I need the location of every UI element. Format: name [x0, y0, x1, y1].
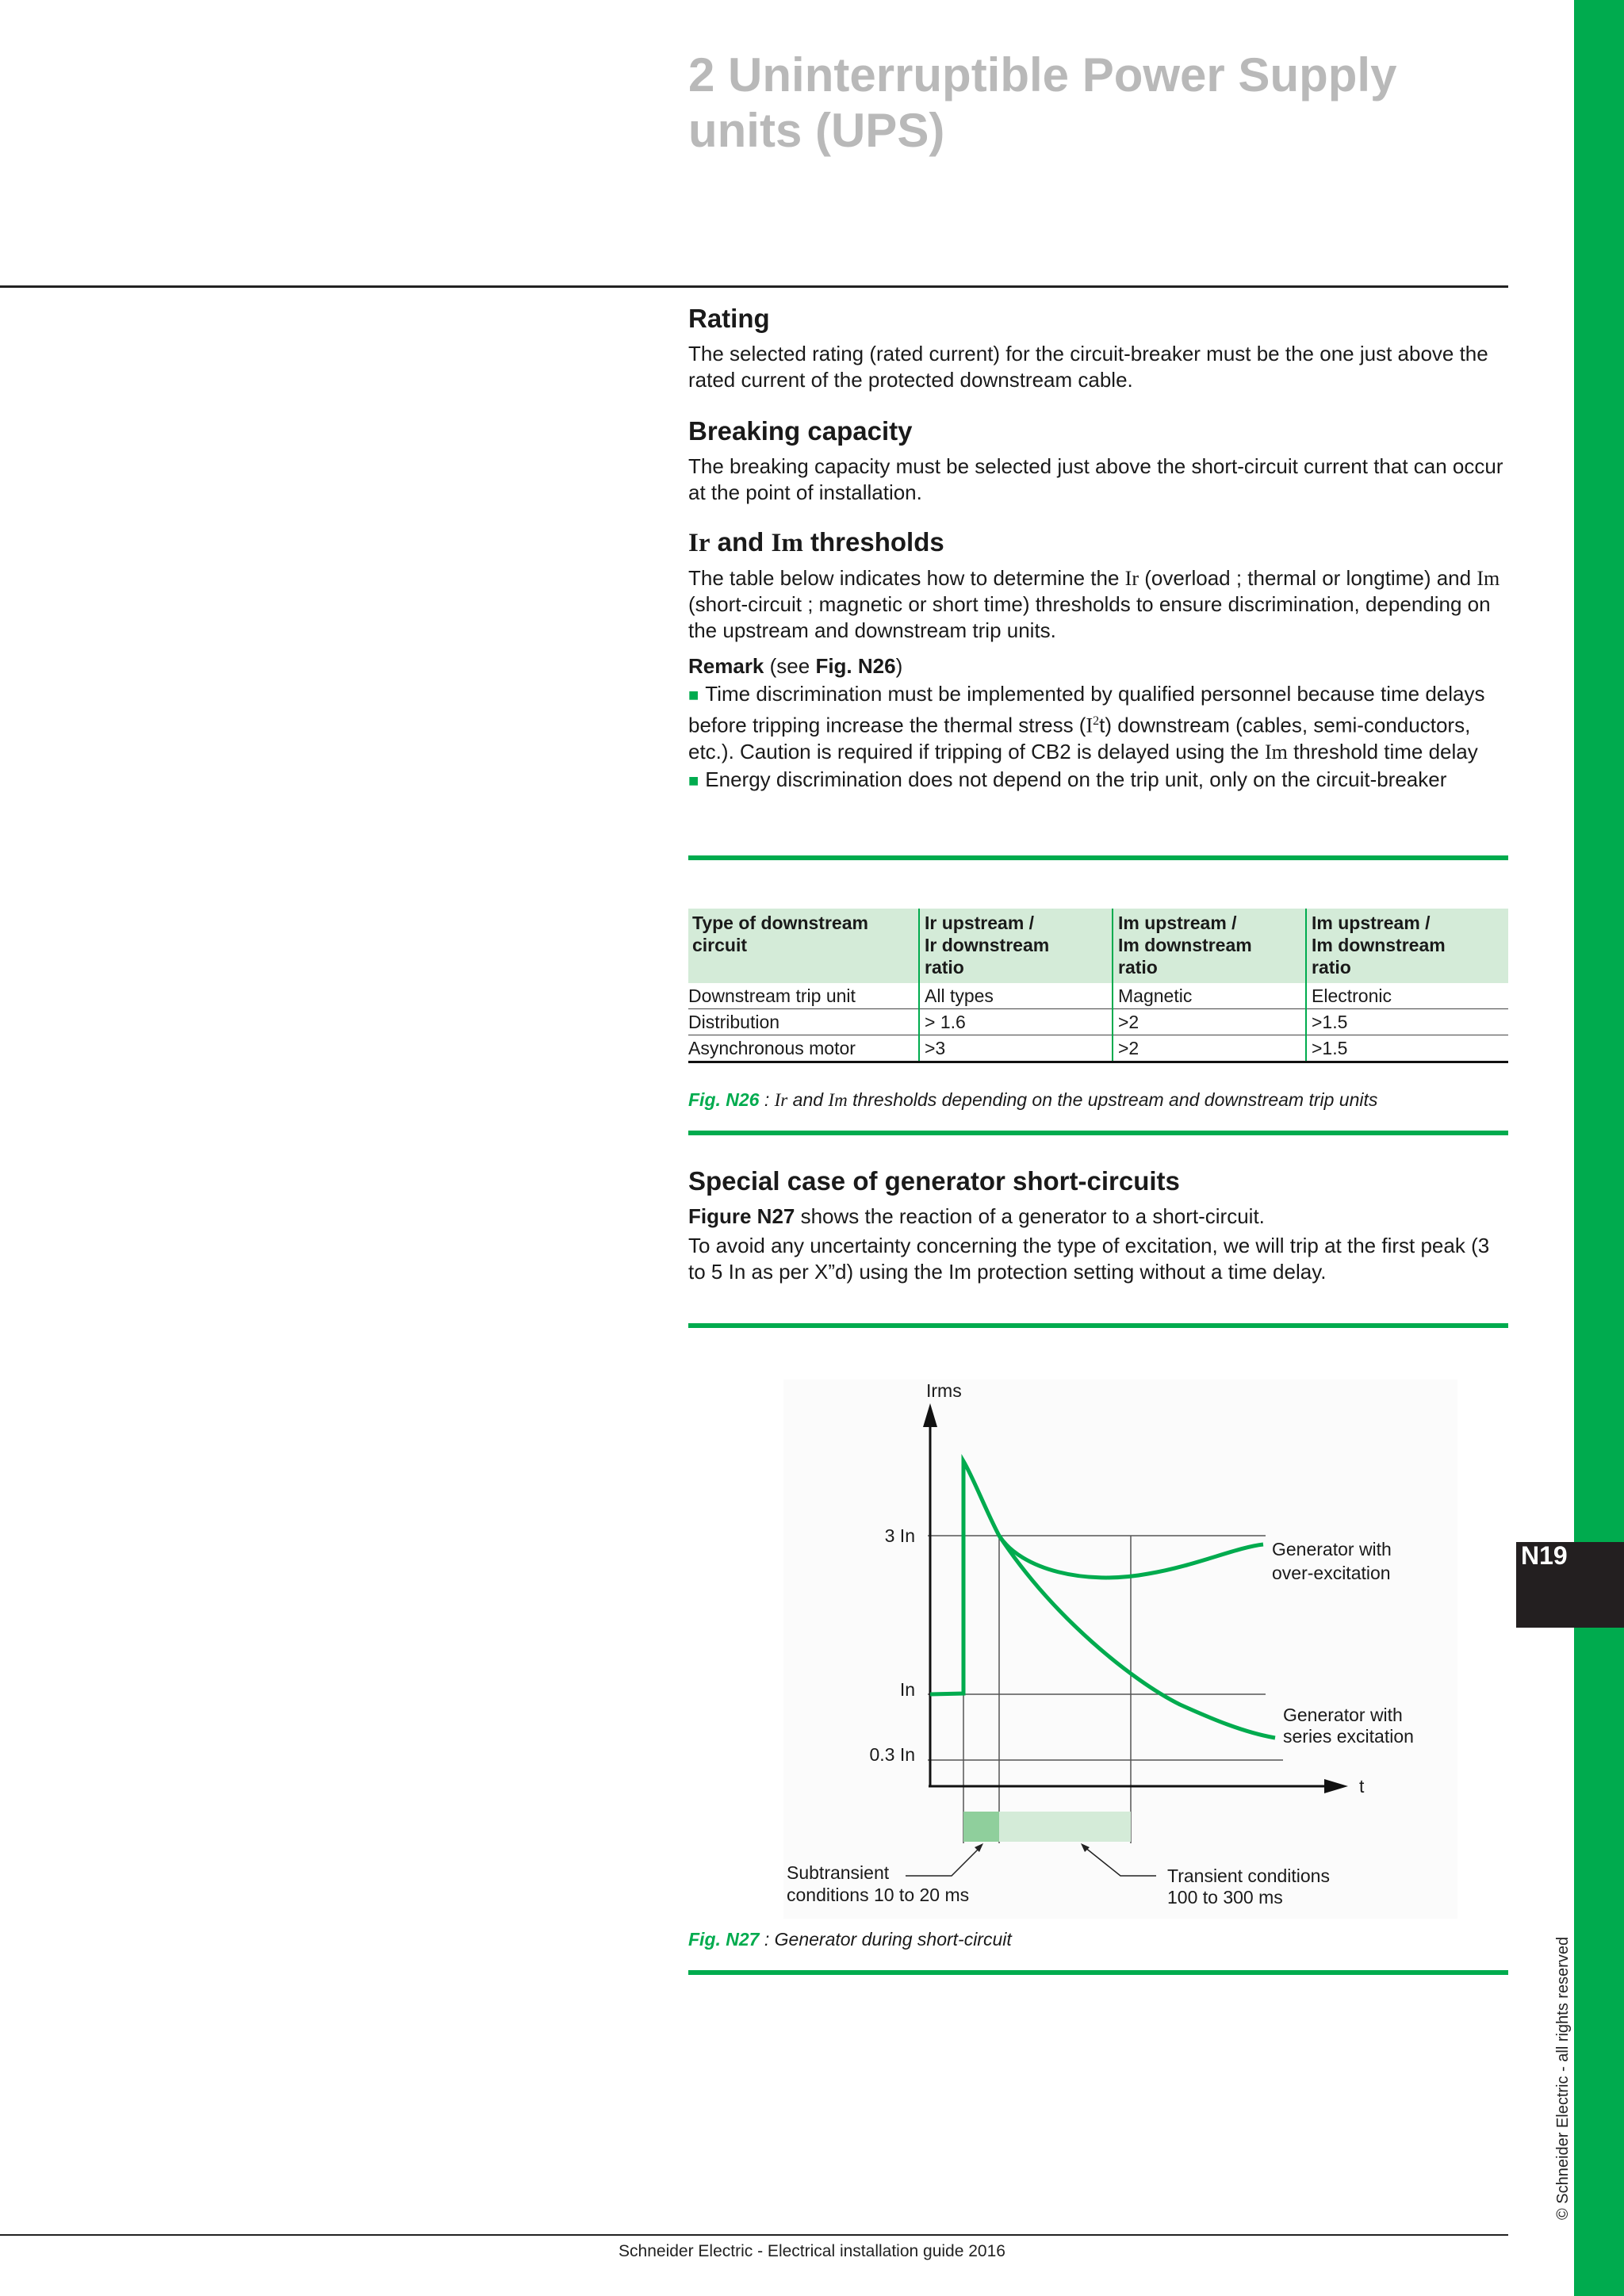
- remark-line: [688, 653, 1508, 679]
- heading-ir: Ir: [688, 529, 710, 557]
- footer-rule: [0, 2234, 1508, 2236]
- caption-ir: Ir: [774, 1090, 788, 1110]
- text-part: The table below indicates how to determine the: [688, 566, 1125, 590]
- header-line: Ir upstream /: [925, 913, 1035, 933]
- text-part: (overload ; thermal or longtime) and: [1139, 566, 1477, 590]
- section-rating: [688, 303, 1508, 393]
- subtransient-label-2: conditions 10 to 20 ms: [787, 1885, 970, 1905]
- table-header-cell: [688, 909, 919, 983]
- curve-label-series-2: series excitation: [1283, 1726, 1414, 1747]
- generator-text-1: [688, 1203, 1508, 1230]
- table-cell: Magnetic: [1113, 983, 1306, 1009]
- curve-label-series-1: Generator with: [1283, 1705, 1403, 1725]
- chapter-title: 2 Uninterruptible Power Supply units (UPS): [688, 48, 1397, 157]
- header-line: circuit: [692, 935, 748, 955]
- curve-label-over-1: Generator with: [1272, 1539, 1392, 1559]
- bullet-text: threshold time delay: [1287, 739, 1478, 763]
- table-cell: Downstream trip unit: [688, 983, 919, 1009]
- subtransient-band: [963, 1812, 999, 1842]
- table-header-cell: [919, 909, 1113, 983]
- remark-label: Remark: [688, 654, 764, 678]
- bullet-text-im: Im: [1264, 740, 1288, 763]
- rating-text: The selected rating (rated current) for the circuit-breaker must be the one just above the rated current of the protected downstream cable.: [688, 342, 1488, 392]
- section-thresholds: [688, 526, 1508, 794]
- table-row: [688, 1035, 1508, 1062]
- heading-im: Im: [771, 529, 803, 557]
- table-cell: >2: [1113, 1035, 1306, 1062]
- text-im: Im: [1477, 567, 1500, 590]
- text-part: shows the reaction of a generator to a short-circuit.: [795, 1204, 1265, 1228]
- generator-heading: Special case of generator short-circuits: [688, 1166, 1180, 1196]
- figure-label: Fig. N27: [688, 1929, 760, 1950]
- page-number-tab: N19: [1516, 1542, 1624, 1628]
- table-cell: Electronic: [1306, 983, 1508, 1009]
- text-part: (short-circuit ; magnetic or short time) thresholds to ensure discrimination, depending on the upstream and downstream trip units.: [688, 592, 1491, 642]
- breaking-text: The breaking capacity must be selected just above the short-circuit current that can occur at the point of installation.: [688, 454, 1503, 504]
- figure-ref: Figure N27: [688, 1204, 795, 1228]
- transient-label-1: Transient conditions: [1167, 1866, 1330, 1886]
- remark-text: (see: [764, 654, 816, 678]
- header-line: Ir downstream: [925, 935, 1050, 955]
- remark-text: ): [895, 654, 903, 678]
- header-line: Im downstream: [1118, 935, 1252, 955]
- transient-band: [999, 1812, 1131, 1842]
- rating-heading: Rating: [688, 304, 770, 333]
- table-cell: >1.5: [1306, 1009, 1508, 1035]
- bullet-time-discrimination: [688, 681, 1508, 765]
- transient-label-2: 100 to 300 ms: [1167, 1887, 1283, 1908]
- figure-n27-caption: [688, 1929, 1012, 1950]
- table-cell: Distribution: [688, 1009, 919, 1035]
- green-divider: [688, 1131, 1508, 1135]
- y-axis-label: Irms: [926, 1380, 962, 1401]
- header-line: Im downstream: [1312, 935, 1446, 955]
- text-ir: Ir: [1124, 567, 1139, 590]
- section-breaking-capacity: [688, 415, 1508, 506]
- green-divider: [688, 855, 1508, 860]
- subtransient-label-1: Subtransient: [787, 1862, 890, 1883]
- side-color-bar: [1574, 0, 1624, 2296]
- breaking-heading: Breaking capacity: [688, 416, 913, 446]
- header-line: ratio: [925, 957, 964, 978]
- bullet-text: Energy discrimination does not depend on the trip unit, only on the circuit-breaker: [705, 767, 1447, 791]
- table-header-cell: [1113, 909, 1306, 983]
- figure-label: Fig. N26: [688, 1089, 760, 1110]
- header-line: ratio: [1312, 957, 1351, 978]
- table-cell: >1.5: [1306, 1035, 1508, 1062]
- header-rule: [0, 285, 1508, 288]
- caption-text: and: [787, 1089, 829, 1110]
- bullet-energy-discrimination: [688, 767, 1508, 794]
- header-line: Im upstream /: [1312, 913, 1431, 933]
- thresholds-heading: [688, 526, 1508, 559]
- heading-rest: thresholds: [802, 527, 944, 557]
- figure-n26-caption: [688, 1089, 1377, 1111]
- caption-text: thresholds depending on the upstream and downstream trip units: [847, 1089, 1378, 1110]
- table-cell: >2: [1113, 1009, 1306, 1035]
- table-row: [688, 1009, 1508, 1035]
- header-line: ratio: [1118, 957, 1158, 978]
- thresholds-text: [688, 565, 1508, 644]
- table-cell: Asynchronous motor: [688, 1035, 919, 1062]
- green-divider: [688, 1970, 1508, 1975]
- x-axis-label: t: [1359, 1776, 1365, 1797]
- section-generator: [688, 1165, 1508, 1285]
- header-line: Type of downstream: [692, 913, 868, 933]
- thresholds-table: [688, 909, 1508, 1063]
- bullet-text-i: I: [1086, 714, 1094, 737]
- generator-text-2: To avoid any uncertainty concerning the type of excitation, we will trip at the first peak (3 to 5 In as per X”d) using the Im protection setting without a time delay.: [688, 1234, 1490, 1284]
- table-cell: All types: [919, 983, 1113, 1009]
- bullet-icon: ■: [688, 685, 699, 705]
- caption-text: :: [759, 1089, 775, 1110]
- table-header-row: [688, 909, 1508, 983]
- table-row: [688, 983, 1508, 1009]
- table-cell: > 1.6: [919, 1009, 1113, 1035]
- green-divider: [688, 1323, 1508, 1328]
- curve-label-over-2: over-excitation: [1272, 1563, 1391, 1583]
- header-line: Im upstream /: [1118, 913, 1237, 933]
- remark-figure-ref: Fig. N26: [815, 654, 896, 678]
- caption-text: : Generator during short-circuit: [759, 1929, 1012, 1950]
- table-cell: >3: [919, 1035, 1113, 1062]
- level-label-03in: 0.3 In: [869, 1744, 915, 1765]
- caption-im: Im: [828, 1090, 848, 1110]
- generator-short-circuit-diagram: [688, 1348, 1508, 1927]
- table-header-cell: [1306, 909, 1508, 983]
- level-label-3in: 3 In: [884, 1525, 915, 1546]
- bullet-icon: ■: [688, 770, 699, 790]
- heading-and: and: [710, 527, 772, 557]
- level-label-in: In: [899, 1679, 915, 1700]
- bullet-text: Time discrimination must be implemented by qualified personnel because time delays before tripping increase the thermal stress (: [688, 682, 1485, 737]
- bullet-text-sup: 2: [1093, 714, 1100, 728]
- bullet-text: t) downstream (cables, semi-conductors, etc.). Caution is required if tripping of CB2 is delayed using the: [688, 713, 1471, 763]
- footer-text: Schneider Electric - Electrical installation guide 2016: [619, 2242, 1005, 2260]
- copyright-notice: © Schneider Electric - all rights reserved: [1554, 1936, 1572, 2220]
